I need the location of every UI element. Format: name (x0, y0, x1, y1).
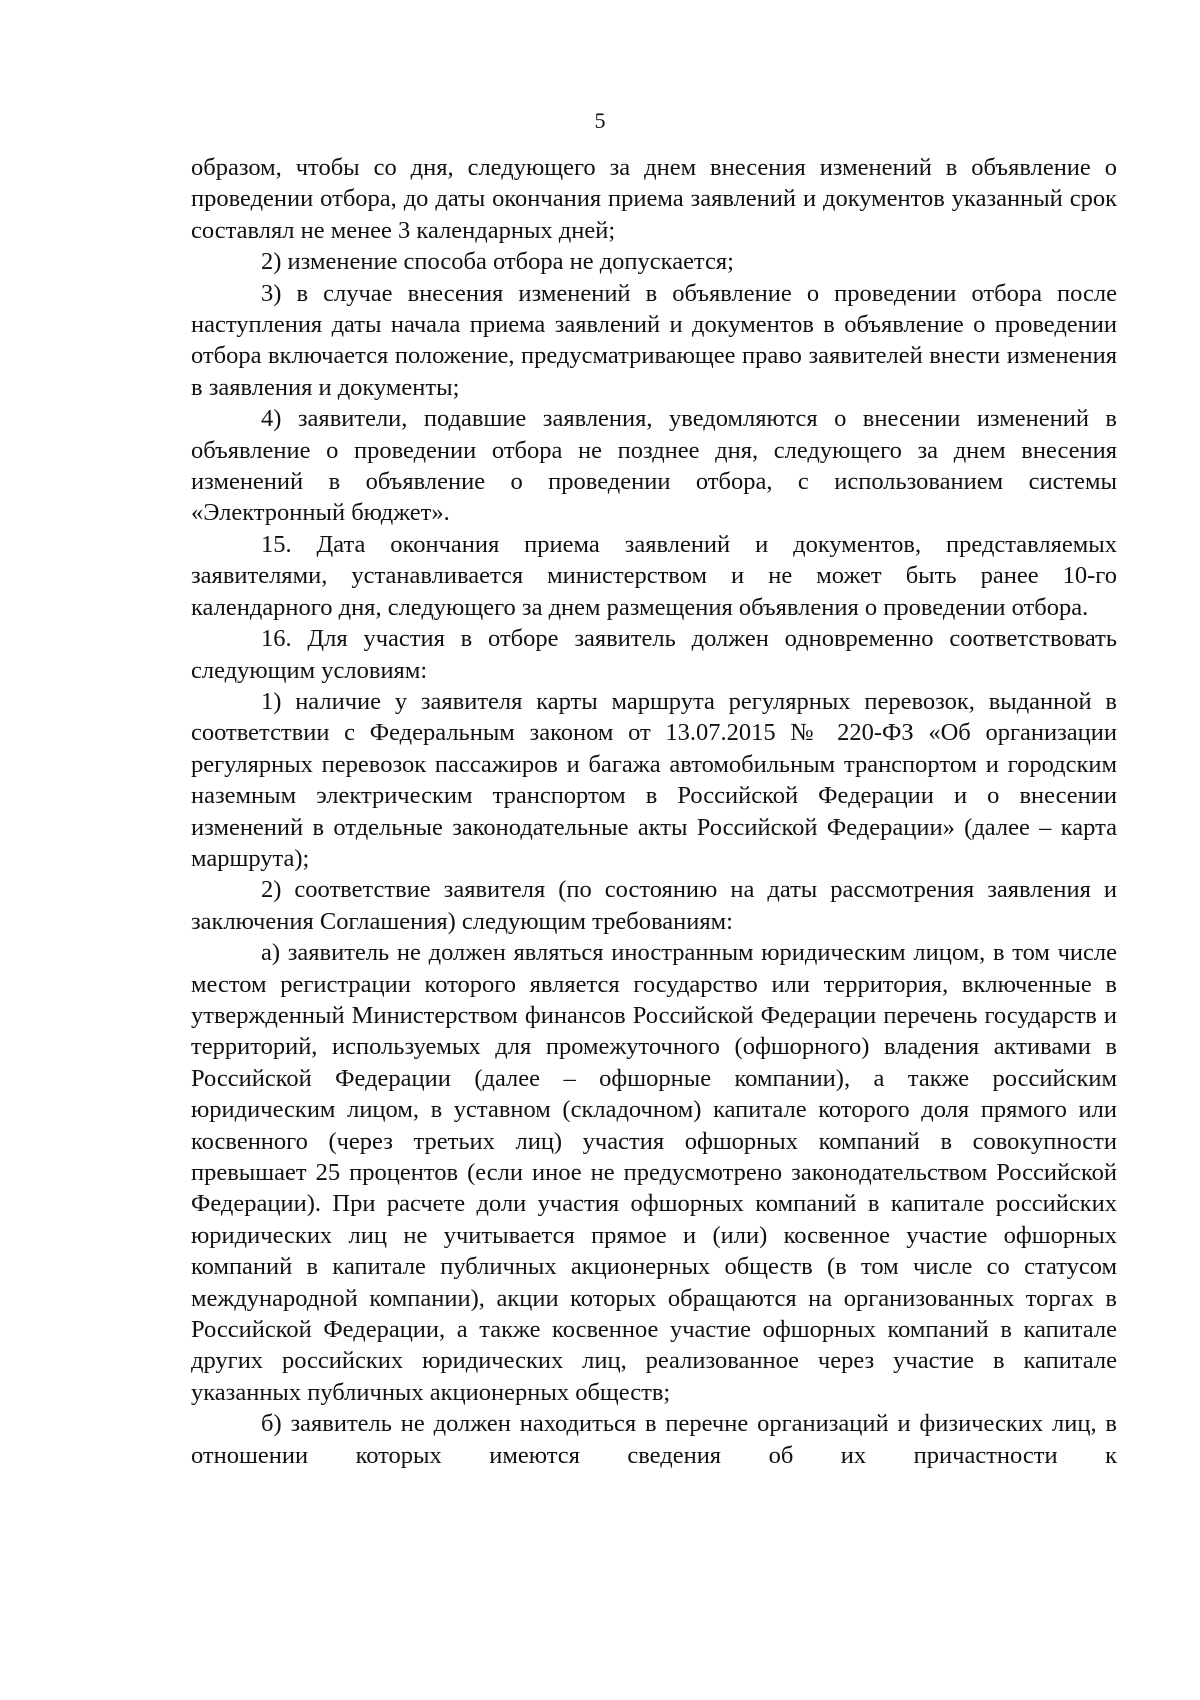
paragraph-subitem-b: б) заявитель не должен находиться в перечне организаций и физических лиц, в отношении которых имеются сведения об их причастности к (191, 1410, 1117, 1469)
paragraph-clause-16: 16. Для участия в отборе заявитель должен одновременно соответствовать следующим условиям: (191, 625, 1117, 684)
page-number: 5 (594, 108, 606, 133)
paragraph-subitem-a: а) заявитель не должен являться иностранным юридическим лицом, в том числе местом регистрации которого является государство или территория, включенные в утвержденный Министерством финансов Российской Федерации перечень государств и территорий, используемых для промежуточного (офшорного) владения активами в Российской Федерации (далее – офшорные компании), а также российским юридическим лицом, в уставном (складочном) капитале которого доля прямого или косвенного (через третьих лиц) участия офшорных компаний в совокупности превышает 25 процентов (если иное не предусмотрено законодательством Российской Федерации). При расчете доли участия офшорных компаний в капитале российских юридических лиц не учитывается прямое и (или) косвенное участие офшорных компаний в капитале публичных акционерных обществ (в том числе со статусом международной компании), акции которых обращаются на организованных торгах в Российской Федерации, а также косвенное участие офшорных компаний в капитале других российских юридических лиц, реализованное через участие в капитале указанных публичных акционерных обществ; (191, 939, 1117, 1406)
paragraph-item-4: 4) заявители, подавшие заявления, уведомляются о внесении изменений в объявление о проведении отбора не позднее дня, следующего за днем внесения изменений в объявление о проведении отбора, с использованием системы «Электронный бюджет». (191, 405, 1117, 527)
paragraph-condition-1: 1) наличие у заявителя карты маршрута регулярных перевозок, выданной в соответствии с Федеральным законом от 13.07.2015 № 220-ФЗ «Об организации регулярных перевозок пассажиров и багажа автомобильным транспортом и городским наземным электрическим транспортом в Российской Федерации и о внесении изменений в отдельные законодательные акты Российской Федерации» (далее – карта маршрута); (191, 687, 1117, 872)
paragraph-condition-2: 2) соответствие заявителя (по состоянию на даты рассмотрения заявления и заключения Соглашения) следующим требованиям: (191, 876, 1117, 935)
paragraph-item-3: 3) в случае внесения изменений в объявление о проведении отбора после наступления даты начала приема заявлений и документов в объявление о проведении отбора включается положение, предусматривающее право заявителей внести изменения в заявления и документы; (191, 279, 1117, 401)
document-body (191, 152, 1117, 1471)
paragraph-clause-15: 15. Дата окончания приема заявлений и документов, представляемых заявителями, устанавливается министерством и не может быть ранее 10-го календарного дня, следующего за днем размещения объявления о проведении отбора. (191, 530, 1117, 621)
paragraph-continuation: образом, чтобы со дня, следующего за днем внесения изменений в объявление о проведении отбора, до даты окончания приема заявлений и документов указанный срок составлял не менее 3 календарных дней; (191, 154, 1117, 244)
paragraph-item-2: 2) изменение способа отбора не допускается; (261, 248, 734, 276)
